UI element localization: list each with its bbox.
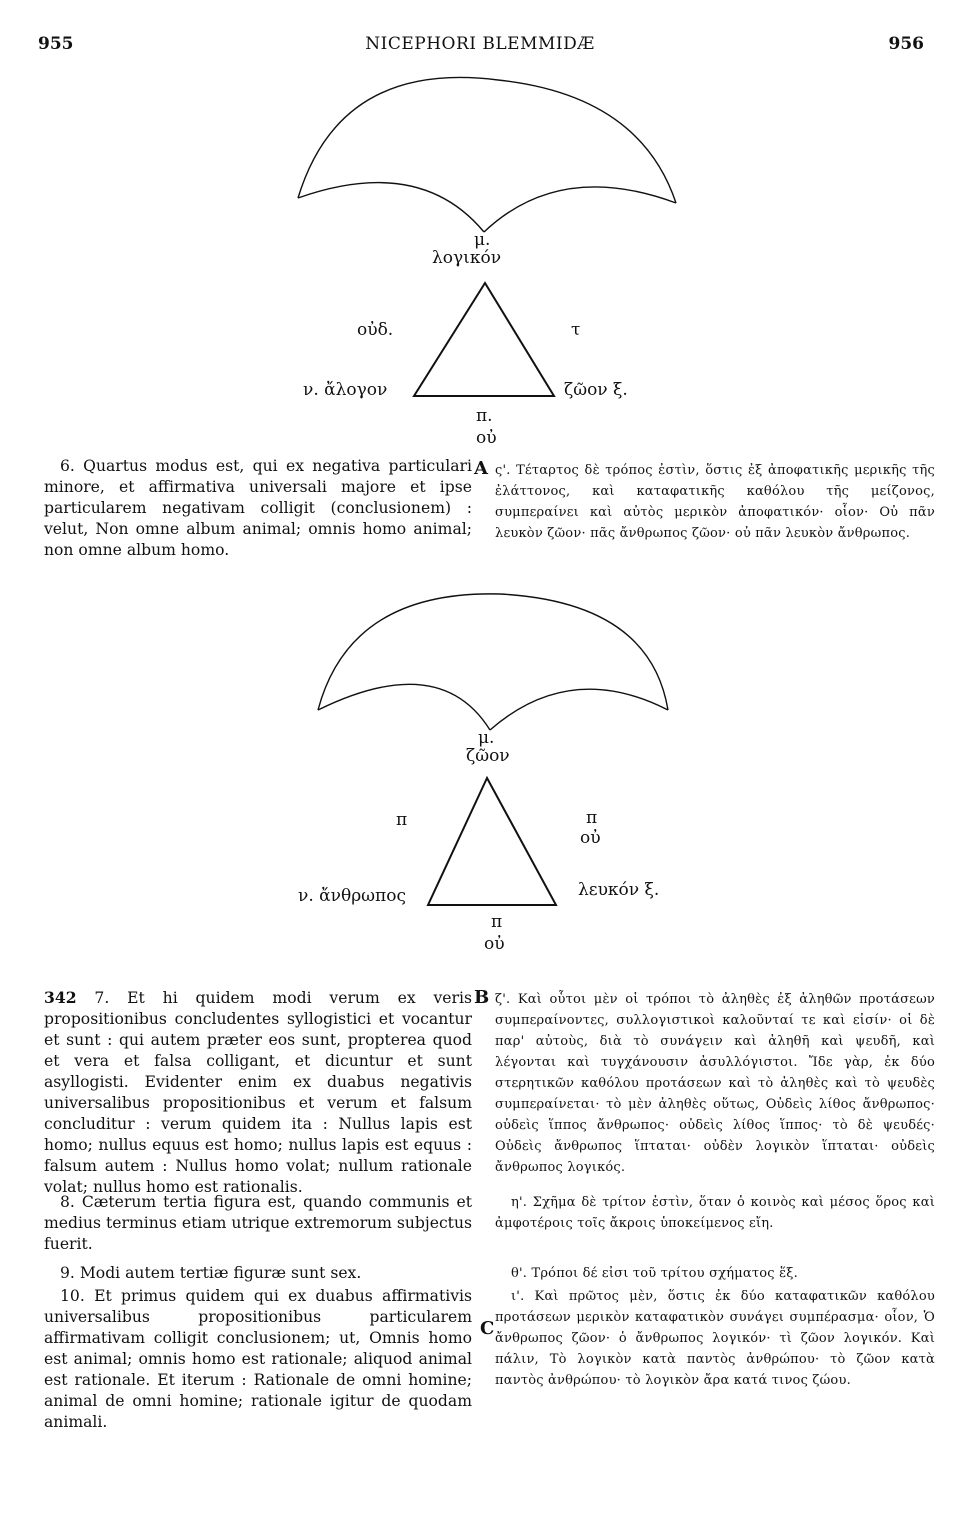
diagram-1-triangle <box>414 283 554 396</box>
page-number-left: 955 <box>38 34 74 54</box>
diagram-1-left-side-label: οὐδ. <box>357 320 394 340</box>
section-9-greek-text: θ'. Τρόποι δέ εἰσι τοῦ τρίτου σχήματος ἕξ. <box>511 1266 798 1281</box>
section-10-greek <box>495 1286 935 1391</box>
section-7-greek <box>495 989 935 1178</box>
diagram-2-bottom-left-label: ν. ἄνθρωπος <box>298 886 406 906</box>
diagram-1-bottom-left-label: ν. ἄλογον <box>303 380 388 400</box>
diagram-2-triangle <box>428 778 556 905</box>
margin-marker-c: C <box>480 1318 495 1339</box>
section-9-greek <box>495 1263 935 1284</box>
section-6-greek-text: ς'. Τέταρτος δὲ τρόπος ἐστὶν, ὅστις ἐξ ἀποφατικῆς μερικῆς τῆς ἐλάττονος, καὶ καταφατικῆς καθόλου τῆς μείζονος, συμπεραίνει καὶ αὐτὸς μερικὸν ἀποφατικόν· οἷον· Οὐ πᾶν λευκὸν ζῶον· πᾶς ἄνθρωπος ζῶον· οὐ πᾶν λευκὸν ἄνθρωπος. <box>495 463 935 541</box>
diagram-2-inner-arc-right <box>490 689 668 730</box>
diagram-1-right-side-label: τ <box>571 320 581 340</box>
section-7-latin-text: 7. Et hi quidem modi verum ex veris propositionibus concludentes syllogistici et vocantur et sunt : qui autem præter eos sunt, propterea quod et vera et falsa colligant, et dicuntur et sunt asyllogisti. Evidenter enim ex duabus negativis universalibus propositionibus et verum et falsum concluditur : verum quidem ita : Nullus lapis est homo; nullus equus est homo; nullus lapis est equus : falsum autem : Nullus homo volat; nullum rationale volat; nullus homo est rationalis. <box>44 989 472 1196</box>
section-8-greek-text: η'. Σχῆμα δὲ τρίτον ἐστὶν, ὅταν ὁ κοινὸς καὶ μέσος ὅρος καὶ ἀμφοτέροις τοῖς ἄκροις ὑποκείμενος εἴη. <box>495 1195 935 1231</box>
section-6-latin-text: 6. Quartus modus est, qui ex negativa particulari minore, et affirmativa universali majore et ipse particularem negativam colligit (conclusionem) : velut, Non omne album animal; omnis homo animal; non omne album homo. <box>44 457 472 559</box>
diagram-2-outer-arc-right <box>500 594 668 710</box>
diagram-2 <box>0 580 960 960</box>
section-6-latin <box>44 456 472 561</box>
diagram-1-base-label-2: οὐ <box>476 428 497 448</box>
section-10-greek-text: ι'. Καὶ πρῶτος μὲν, ὅστις ἐκ δύο καταφατικῶν καθόλου προτάσεων μερικὸν καταφατικὸν συνάγει συμπέρασμα· οἷον, Ὁ ἄνθρωπος ζῶον· ὁ ἄνθρωπος λογικόν· τὶ ζῶον λογικόν. Καὶ πάλιν, Τὸ λογικὸν κατὰ παντὸς ἀνθρώπου· τὸ ζῶον κατὰ παντὸς ἀνθρώπου· τὸ λογικὸν ἄρα κατά τινος ζώου. <box>495 1289 935 1388</box>
diagram-2-drawing <box>0 580 960 960</box>
column-number: 342 <box>44 988 77 1007</box>
diagram-1-outer-arc <box>298 77 498 198</box>
diagram-2-bottom-right-label: λευκόν ξ. <box>578 880 660 900</box>
diagram-1-top-label-1: μ. <box>474 230 491 250</box>
diagram-2-top-label-2: ζῶον <box>466 746 510 766</box>
diagram-1-bottom-right-label: ζῶον ξ. <box>564 380 628 400</box>
section-8-latin <box>44 1192 472 1255</box>
diagram-2-base-label-1: π <box>491 912 503 932</box>
diagram-2-outer-arc-left <box>318 594 500 710</box>
diagram-1-outer-arc-right <box>498 80 676 203</box>
diagram-2-base-label-2: οὐ <box>484 934 505 954</box>
section-7-latin-paragraph <box>44 987 472 1198</box>
section-8-greek <box>495 1192 935 1234</box>
diagram-2-left-side-label: π <box>396 810 408 830</box>
diagram-1-inner-arc-right <box>484 187 676 232</box>
running-title: NICEPHORI BLEMMIDÆ <box>365 34 595 54</box>
diagram-1 <box>0 0 960 460</box>
section-7-latin <box>44 987 472 1198</box>
section-10-latin <box>44 1286 472 1433</box>
diagram-2-right-side-label-2: οὐ <box>580 828 601 848</box>
diagram-2-right-side-label-1: π <box>586 808 598 828</box>
diagram-1-inner-arc-left <box>298 183 484 232</box>
section-9-latin <box>44 1263 472 1284</box>
diagram-1-top-label-2: λογικόν <box>432 248 502 268</box>
diagram-1-base-label-1: π. <box>476 406 493 426</box>
diagram-2-top-label-1: μ. <box>478 728 495 748</box>
section-9-latin-text: 9. Modi autem tertiæ figuræ sunt sex. <box>60 1264 362 1282</box>
section-10-latin-text: 10. Et primus quidem qui ex duabus affirmativis universalibus propositionibus particularem affirmativam colligit conclusionem; ut, Omnis homo est animal; omnis homo est rationale; aliquod animal est rationale. Et iterum : Rationale de omni homine; animal de omni homine; rationale igitur de quodam animali. <box>44 1287 472 1431</box>
section-6-greek <box>495 460 935 544</box>
margin-marker-a: A <box>474 458 488 479</box>
page-number-right: 956 <box>888 34 924 54</box>
margin-marker-b: B <box>474 987 490 1008</box>
diagram-2-inner-arc-left <box>318 684 490 730</box>
section-7-greek-text: ζ'. Καὶ οὗτοι μὲν οἱ τρόποι τὸ ἀληθὲς ἐξ ἀληθῶν προτάσεων συμπεραίνοντες, συλλογιστικοὶ καλοῦνταί τε καὶ εἰσίν· οἱ δὲ παρ' αὐτοὺς, διὰ τὸ συνάγειν καὶ ἀληθῆ καὶ ψευδῆ, καὶ λέγονται καὶ τυγχάνουσιν ἀσυλλόγιστοι. Ἴδε γὰρ, ἐκ δύο στερητικῶν καθόλου προτάσεων καὶ τὸ ἀληθὲς καὶ τὸ ψευδὲς συμπεραίνεται· τὸ μὲν ἀληθὲς οὕτως, Οὐδεὶς λίθος ἄνθρωπος· οὐδεὶς ἵππος ἄνθρωπος· οὐδεὶς λίθος ἵππος· τὸ δὲ ψευδές· Οὐδεὶς ἄνθρωπος ἵπταται· οὐδὲν λογικὸν ἵπταται· οὐδεὶς ἄνθρωπος λογικός. <box>495 992 935 1175</box>
section-8-latin-text: 8. Cæterum tertia figura est, quando communis et medius terminus etiam utrique extremorum subjectus fuerit. <box>44 1193 472 1253</box>
